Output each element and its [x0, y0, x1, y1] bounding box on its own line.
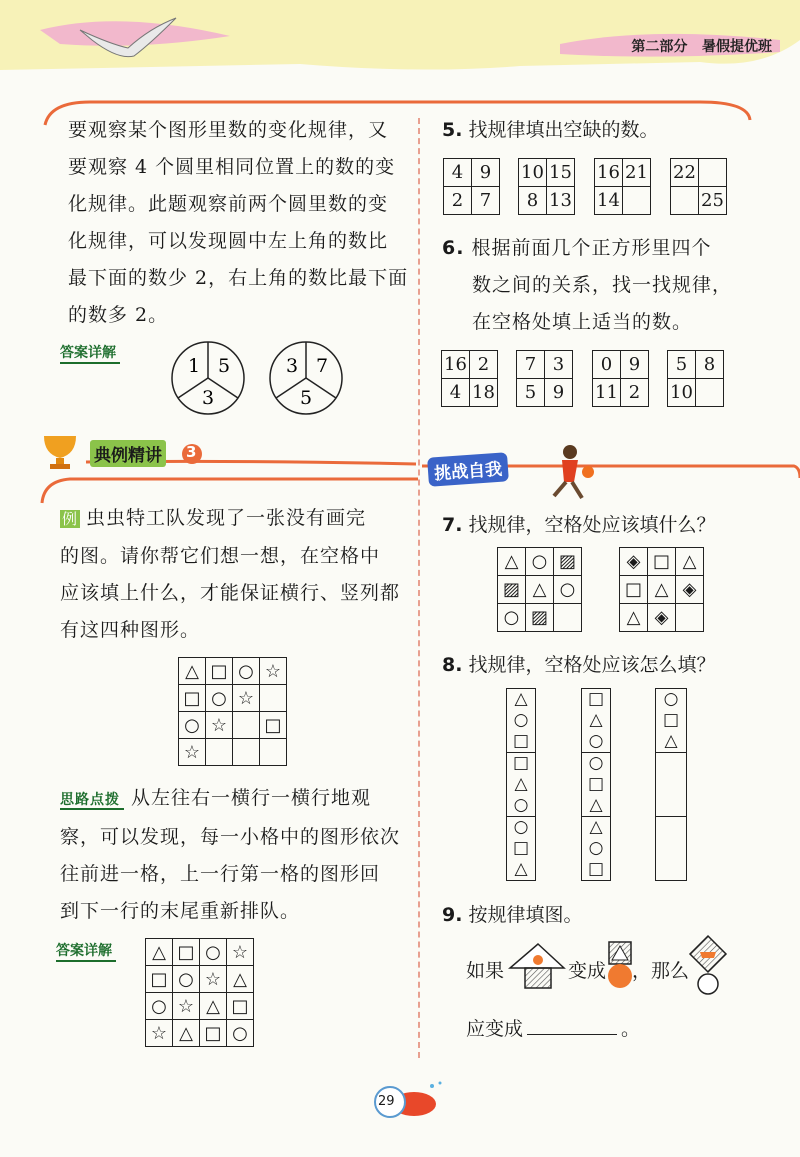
grid-cell: □: [648, 548, 676, 576]
grid-cell: ▨: [498, 576, 526, 604]
column-cell: △ ○ □: [587, 817, 605, 879]
empty-cell: [656, 753, 686, 817]
grid-cell: △: [146, 939, 173, 966]
grid-cell: 5: [517, 379, 545, 407]
circle2-right: 7: [315, 355, 329, 377]
grid-cell: ◈: [620, 548, 648, 576]
column-divider: [418, 118, 420, 1058]
q9-becomes: 变成: [568, 960, 607, 982]
grid-cell: [623, 187, 651, 215]
grid-cell: 8: [519, 187, 547, 215]
circle2-left: 3: [285, 355, 299, 377]
explanation-line: 要观察 4 个圆里相同位置上的数的变: [68, 156, 396, 178]
grid-cell: [676, 604, 704, 632]
grid-cell: ○: [526, 548, 554, 576]
grid-cell: △: [179, 658, 206, 685]
q6-line: 数之间的关系，找一找规律，: [472, 274, 733, 296]
circle-diagram-2: [270, 342, 342, 414]
q6-number: 6.: [442, 237, 465, 259]
answer-grid: [145, 938, 254, 1047]
explanation-line: 的数多 2。: [68, 304, 169, 326]
diamond-shape: [688, 934, 728, 996]
example-line: 有这四种图形。: [60, 619, 201, 641]
grid-cell: [699, 159, 727, 187]
grid-cell: ○: [173, 966, 200, 993]
empty-cell: [656, 817, 686, 880]
q5-grid-3: [594, 158, 651, 215]
circle1-left: 1: [187, 355, 201, 377]
hint-text: [60, 780, 415, 930]
grid-cell: 9: [472, 159, 500, 187]
example-banner: [36, 430, 416, 470]
grid-cell: ◈: [676, 576, 704, 604]
grid-cell: 0: [593, 351, 621, 379]
grid-cell: ▨: [554, 548, 582, 576]
grid-cell: [671, 187, 699, 215]
column-cell: □ △ ○: [507, 753, 535, 817]
q7-text: 找规律，空格处应该填什么？: [468, 514, 716, 536]
grid-cell: △: [648, 576, 676, 604]
page-number: 29: [378, 1094, 395, 1109]
question-5: [442, 115, 659, 142]
question-6: [442, 230, 782, 341]
grid-cell: 3: [545, 351, 573, 379]
q7-grid-1: [497, 547, 582, 632]
q9-text: 按规律填图。: [468, 904, 583, 926]
grid-cell: ☆: [227, 939, 254, 966]
header-section: 第二部分: [631, 39, 688, 55]
grid-cell: 15: [547, 159, 575, 187]
answer-circles: [170, 340, 430, 420]
q8-number: 8.: [442, 654, 463, 676]
grid-cell: 13: [547, 187, 575, 215]
q8-column-2: [581, 688, 611, 881]
example-line: 虫虫特工队发现了一张没有画完: [86, 507, 367, 529]
grid-cell: 9: [545, 379, 573, 407]
column-cell: ○ □ △: [656, 689, 686, 753]
q6-grid-1: [441, 350, 498, 407]
grid-cell: [233, 739, 260, 766]
grid-cell: 2: [621, 379, 649, 407]
question-9: [442, 900, 583, 927]
q8-text: 找规律，空格处应该怎么填？: [468, 654, 716, 676]
grid-cell: □: [173, 939, 200, 966]
grid-cell: 4: [442, 379, 470, 407]
banner-number: 3: [186, 443, 197, 461]
explanation-line: 最下面的数少 2，右上角的数比最下面: [68, 267, 409, 289]
grid-cell: 16: [442, 351, 470, 379]
grid-cell: 10: [668, 379, 696, 407]
grid-cell: [554, 604, 582, 632]
grid-cell: [260, 739, 287, 766]
grid-cell: 18: [470, 379, 498, 407]
hint-line: 察，可以发现，每一小格中的图形依次: [60, 826, 401, 848]
column-cell: □ △ ○: [582, 689, 610, 753]
grid-cell: △: [620, 604, 648, 632]
grid-cell: 9: [621, 351, 649, 379]
hint-line: 往前进一格，上一行第一格的图形回: [60, 863, 381, 885]
explanation-line: 要观察某个图形里数的变化规律，又: [68, 119, 389, 141]
grid-cell: 8: [696, 351, 724, 379]
q5-grid-2: [518, 158, 575, 215]
grid-cell: 7: [517, 351, 545, 379]
grid-cell: △: [498, 548, 526, 576]
grid-cell: ○: [206, 685, 233, 712]
grid-cell: [260, 685, 287, 712]
grid-cell: [696, 379, 724, 407]
q6-grid-4: [667, 350, 724, 407]
grid-cell: ☆: [179, 739, 206, 766]
circle-diagram-1: [172, 342, 244, 414]
grid-cell: [233, 712, 260, 739]
grid-cell: □: [200, 1020, 227, 1047]
grid-cell: 10: [519, 159, 547, 187]
column-cell: ○ □ △: [582, 753, 610, 817]
grid-cell: △: [526, 576, 554, 604]
q6-grid-3: [592, 350, 649, 407]
grid-cell: 4: [444, 159, 472, 187]
example-text: [60, 500, 415, 649]
grid-cell: ○: [179, 712, 206, 739]
circle1-right: 5: [217, 355, 231, 377]
page-header: [0, 0, 800, 80]
q8-column-1: [506, 688, 536, 881]
example-line: 的图。请你帮它们想一想，在空格中: [60, 545, 381, 567]
grid-cell: □: [206, 658, 233, 685]
grid-cell: ◈: [648, 604, 676, 632]
q9-then: ，那么: [632, 960, 690, 982]
grid-cell: □: [620, 576, 648, 604]
grid-cell: 16: [595, 159, 623, 187]
grid-cell: ☆: [173, 993, 200, 1020]
q5-text: 找规律填出空缺的数。: [468, 119, 659, 141]
grid-cell: 5: [668, 351, 696, 379]
answer-tag-2: 答案详解: [56, 940, 116, 962]
grid-cell: ○: [554, 576, 582, 604]
q9-if: 如果: [466, 960, 505, 982]
grid-cell: △: [227, 966, 254, 993]
grid-cell: □: [179, 685, 206, 712]
explanation-text: [68, 112, 418, 334]
hint-tag: 思路点拨: [60, 792, 124, 810]
grid-cell: 21: [623, 159, 651, 187]
grid-cell: ○: [146, 993, 173, 1020]
result-shape: [605, 940, 635, 990]
grid-cell: 11: [593, 379, 621, 407]
grid-cell: ○: [233, 658, 260, 685]
explanation-line: 化规律。此题观察前两个圆里数的变: [68, 193, 389, 215]
question-7: [442, 510, 716, 537]
explanation-line: 化规律，可以发现圆中左上角的数比: [68, 230, 389, 252]
grid-cell: ☆: [260, 658, 287, 685]
question-8: [442, 650, 716, 677]
grid-cell: 22: [671, 159, 699, 187]
q5-number: 5.: [442, 119, 463, 141]
arrow-house-shape: [508, 942, 568, 992]
grid-cell: ○: [227, 1020, 254, 1047]
q5-grid-1: [443, 158, 500, 215]
answer-tag: 答案详解: [60, 342, 120, 364]
q6-grid-2: [516, 350, 573, 407]
example-line: 应该填上什么，才能保证横行、竖列都: [60, 582, 401, 604]
grid-cell: ▨: [526, 604, 554, 632]
q7-number: 7.: [442, 514, 463, 536]
hint-line: 从左往右一横行一横行地观: [131, 787, 372, 809]
example-badge: 例: [62, 510, 79, 528]
grid-cell: △: [173, 1020, 200, 1047]
grid-cell: ○: [498, 604, 526, 632]
grid-cell: △: [676, 548, 704, 576]
runner-icon: [554, 445, 594, 498]
column-cell: ○ □ △: [512, 817, 530, 879]
q9-should: 应变成 。: [466, 1018, 641, 1040]
circle1-bottom: 3: [201, 387, 215, 409]
circle2-bottom: 5: [299, 387, 313, 409]
grid-cell: [206, 739, 233, 766]
grid-cell: 2: [470, 351, 498, 379]
grid-cell: ☆: [233, 685, 260, 712]
trophy-icon: [44, 436, 76, 469]
hint-line: 到下一行的末尾重新排队。: [60, 900, 301, 922]
column-cell: △ ○ □: [507, 689, 535, 753]
q9-number: 9.: [442, 904, 463, 926]
q5-grid-4: [670, 158, 727, 215]
challenge-banner: 挑战自我: [427, 452, 509, 487]
q6-line: 在空格处填上适当的数。: [472, 311, 693, 333]
q8-column-3: [655, 688, 687, 881]
header-title: 暑假提优班: [702, 39, 772, 55]
grid-cell: 14: [595, 187, 623, 215]
example-grid: [178, 657, 287, 766]
grid-cell: □: [227, 993, 254, 1020]
grid-cell: ☆: [200, 966, 227, 993]
grid-cell: 7: [472, 187, 500, 215]
header-label: [631, 36, 772, 56]
banner-title: 典例精讲: [90, 440, 166, 467]
grid-cell: ☆: [206, 712, 233, 739]
q6-line: 根据前面几个正方形里四个: [471, 237, 712, 259]
grid-cell: △: [200, 993, 227, 1020]
grid-cell: □: [146, 966, 173, 993]
grid-cell: ○: [200, 939, 227, 966]
q7-grid-2: [619, 547, 704, 632]
grid-cell: 25: [699, 187, 727, 215]
grid-cell: ☆: [146, 1020, 173, 1047]
grid-cell: 2: [444, 187, 472, 215]
grid-cell: □: [260, 712, 287, 739]
